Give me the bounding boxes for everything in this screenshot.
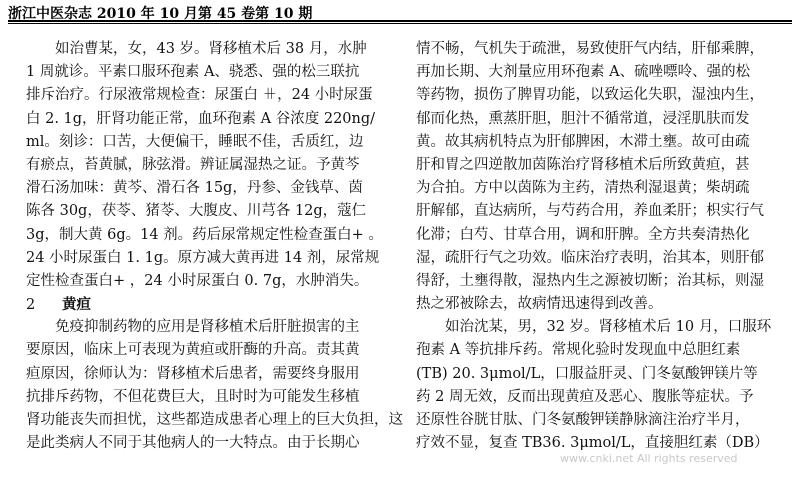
paragraph-line: 白 2. 1g，肝肾功能正常，血环孢素 A 谷浓度 220ng/ [26, 110, 376, 127]
paragraph-line: 免疫抑制药物的应用是肾移植术后肝脏损害的主 [55, 319, 360, 336]
section-heading [26, 293, 402, 316]
paragraph-line: 24 小时尿蛋白 1. 1g。原方减大黄再进 14 剂，尿常规 [26, 249, 380, 266]
paragraph-line: 3g，制大黄 6g。14 剂。药后尿常规定性检查蛋白+ 。 [26, 226, 383, 243]
paragraph-line: 孢素 A 等抗排斥药。常规化验时发现血中总胆红素 [416, 342, 741, 359]
paragraph-line: 定性检查蛋白+ ，24 小时尿蛋白 0. 7g，水肿消失。 [26, 272, 369, 289]
paragraph-line: 陈各 30g，茯苓、猪苓、大腹皮、川芎各 12g，蔻仁 [26, 203, 367, 220]
paragraph-line: 还原性谷胱甘肽、门冬氨酸钾镁静脉滴注治疗半月， [416, 412, 750, 428]
paragraph-line: 郁而化热，熏蒸肝胆，胆汁不循常道，浸淫肌肤而发 [416, 110, 750, 127]
paragraph-line: 湿，疏肝行气之功效。临床治疗表明，治其本，则肝郁 [416, 249, 764, 266]
paragraph-line: 如治曹某，女，43 岁。肾移植术后 38 月，水肿 [55, 41, 367, 57]
paragraph-line: ml。刻诊：口苦，大便偏干，睡眠不佳，舌质红，边 [26, 133, 364, 150]
paragraph-line: 肾功能丧失而担忧，这些都造成患者心理上的巨大负担，这 [26, 412, 403, 428]
journal-header [8, 0, 792, 22]
paragraph-line: 疗效不显，复查 TB36. 3μmol/L，直接胆红素（DB） [416, 435, 769, 452]
paragraph-line: 热之邪被除去，故病情迅速得到改善。 [416, 296, 663, 313]
journal-citation-line: 浙江中医杂志 2010 年 10 月第 45 卷第 10 期 [8, 6, 313, 22]
paragraph-line: 1 周就诊。平素口服环孢素 A、骁悉、强的松三联抗 [26, 64, 360, 81]
section-title: 黄疸 [62, 296, 91, 314]
section-number: 2 [26, 297, 36, 314]
paragraph-line: 疸原因，徐师认为：肾移植术后患者，需要终身服用 [26, 365, 360, 382]
paragraph-line: 情不畅，气机失于疏泄，易致使肝气内结，肝郁乘脾， [416, 41, 764, 57]
paragraph-line: 等药物，损伤了脾胃功能，以致运化失职，湿浊内生， [416, 87, 764, 104]
right-text-column [416, 38, 792, 455]
paragraph-line: 滑石汤加味：黄芩、滑石各 15g，丹参、金钱草、茵 [26, 180, 363, 197]
paragraph-line: 肝和胃之四逆散加茵陈治疗肾移植术后所致黄疸，甚 [416, 156, 750, 173]
paragraph-line: 要原因，临床上可表现为黄疸或肝酶的升高。责其黄 [26, 342, 360, 359]
left-text-column [26, 38, 402, 455]
paragraph-line: 黄。故其病机特点为肝郁脾困，木滞土壅。故可由疏 [416, 133, 750, 150]
watermark-text: www.cnki.net All rights reserved [560, 452, 738, 465]
paragraph-line: 抗排斥药物，不但花费巨大，且时时为可能发生移植 [26, 388, 360, 405]
paragraph-line: 肝解郁，直达病所，与芍药合用，养血柔肝；枳实行气 [416, 203, 764, 220]
paragraph-line: 有瘀点，苔黄腻，脉弦滑。辨证属湿热之证。予黄芩 [26, 156, 360, 173]
paragraph-line: 为合拍。方中以茵陈为主药，清热利湿退黄；柴胡疏 [416, 180, 750, 197]
paragraph-line: 化滞；白芍、甘草合用，调和肝脾。全方共奏清热化 [416, 226, 750, 243]
paragraph-line: 是此类病人不同于其他病人的一大特点。由于长期心 [26, 435, 360, 452]
header-rule-thick [8, 20, 792, 22]
paragraph-line: 排斥治疗。行尿液常规检查：尿蛋白 ⧺，24 小时尿蛋 [26, 87, 373, 104]
paragraph-line: 得舒，土壅得散，湿热内生之源被切断；治其标，则湿 [416, 272, 764, 289]
paragraph-line: 如治沈某，男，32 岁。肾移植术后 10 月，口服环 [445, 319, 772, 336]
paragraph-line: (TB) 20. 3μmol/L，口服益肝灵、门冬氨酸钾镁片等 [416, 365, 758, 382]
header-rule-thin [8, 23, 792, 24]
paragraph-line: 药 2 周无效，反而出现黄疸及恶心、腹胀等症状。予 [416, 388, 754, 405]
paragraph-line: 再加长期、大剂量应用环孢素 A、硫唑嘌呤、强的松 [416, 64, 751, 81]
